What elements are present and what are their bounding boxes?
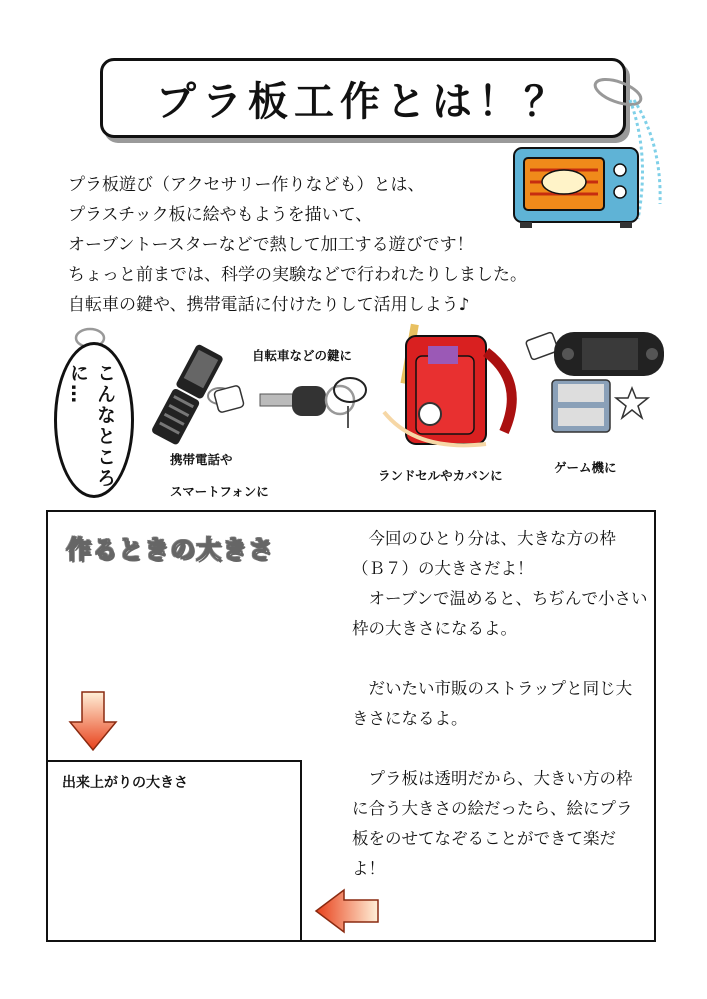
down-arrow-icon xyxy=(68,690,118,752)
page-title: プラ板工作とは！？ xyxy=(100,58,626,138)
finished-size-title: 出来上がりの大きさ xyxy=(62,775,188,791)
key-label: 自転車などの鍵に xyxy=(252,348,353,363)
left-arrow-icon xyxy=(314,888,380,934)
size-explanation xyxy=(352,524,648,884)
intro-line: 自転車の鍵や、携帯電話に付けたりして活用しよう♪ xyxy=(68,295,470,315)
uses-bubble-text: こんなところに… xyxy=(67,363,116,489)
phone-label-line2: スマートフォンに xyxy=(170,484,269,499)
intro-line: オーブントースターなどで熱して加工する遊びです！ xyxy=(68,235,474,255)
flip-phone-icon xyxy=(136,340,246,450)
uses-bubble xyxy=(54,342,134,498)
size-paragraph: プラ板は透明だから、大きい方の枠に合う大きさの絵だったら、絵にプラ板をのせてなぞることができて楽だよ！ xyxy=(352,769,633,878)
phone-label-line1: 携帯電話や xyxy=(170,452,233,467)
handheld-console-icon xyxy=(520,326,666,380)
school-bag-icon xyxy=(376,322,526,454)
size-paragraph: だいたい市販のストラップと同じ大きさになるよ。 xyxy=(352,679,633,728)
size-paragraph: オーブンで温めると、ちぢんで小さい枠の大きさになるよ。 xyxy=(352,589,648,638)
dual-screen-console-icon xyxy=(548,378,652,436)
bag-label: ランドセルやカバンに xyxy=(378,468,503,483)
game-label: ゲーム機に xyxy=(554,460,617,475)
key-icon xyxy=(256,370,376,442)
size-paragraph: 今回のひとり分は、大きな方の枠（Ｂ７）の大きさだよ！ xyxy=(352,529,616,578)
intro-text xyxy=(68,170,608,320)
size-title: 作るときの大きさ xyxy=(66,535,275,564)
intro-line: プラ板遊び（アクセサリー作りなども）とは、 xyxy=(68,175,425,195)
intro-line: ちょっと前までは、科学の実験などで行われたりしました。 xyxy=(68,265,527,285)
intro-line: プラスチック板に絵やもようを描いて、 xyxy=(68,205,373,225)
